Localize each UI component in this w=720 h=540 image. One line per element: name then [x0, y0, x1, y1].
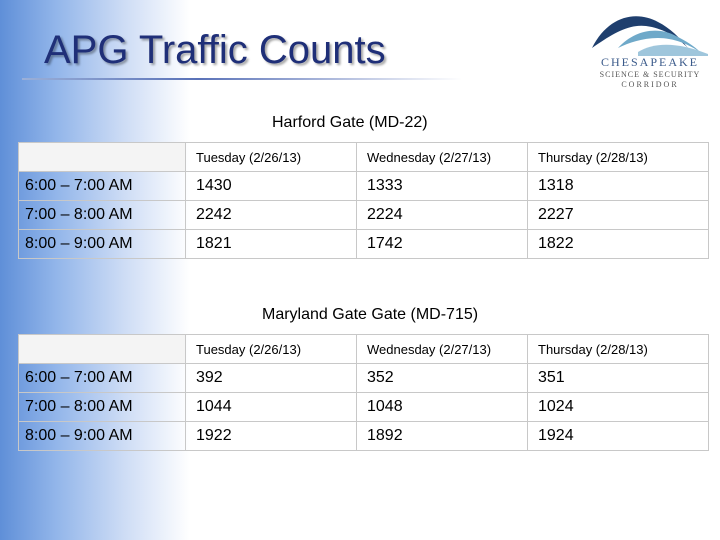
header-cell-thursday: Thursday (2/28/13): [528, 143, 709, 172]
time-cell: 8:00 – 9:00 AM: [19, 422, 186, 451]
count-cell: 2224: [357, 201, 528, 230]
logo-name: CHESAPEAKE: [600, 55, 699, 69]
count-cell: 1892: [357, 422, 528, 451]
count-cell: 1318: [528, 172, 709, 201]
count-cell: 1742: [357, 230, 528, 259]
count-cell: 1048: [357, 393, 528, 422]
table-row: [19, 364, 709, 393]
header-cell-tuesday: Tuesday (2/26/13): [186, 143, 357, 172]
logo-wave-icon: [588, 8, 712, 56]
time-cell: 8:00 – 9:00 AM: [19, 230, 186, 259]
header-cell-thursday: Thursday (2/28/13): [528, 335, 709, 364]
count-cell: 1024: [528, 393, 709, 422]
count-cell: 392: [186, 364, 357, 393]
table-row: [19, 201, 709, 230]
count-cell: 1822: [528, 230, 709, 259]
count-cell: 352: [357, 364, 528, 393]
header-cell-tuesday: Tuesday (2/26/13): [186, 335, 357, 364]
time-cell: 6:00 – 7:00 AM: [19, 364, 186, 393]
logo-subtitle: SCIENCE & SECURITY: [599, 70, 701, 79]
count-cell: 1821: [186, 230, 357, 259]
maryland-gate-table: [18, 334, 709, 451]
table-row: [19, 230, 709, 259]
table-row: [19, 172, 709, 201]
count-cell: 1333: [357, 172, 528, 201]
background-gradient: [0, 0, 190, 540]
header-cell-wednesday: Wednesday (2/27/13): [357, 335, 528, 364]
header-cell-empty: [19, 143, 186, 172]
chesapeake-logo: [588, 8, 712, 90]
slide-title: APG Traffic Counts: [44, 28, 386, 72]
count-cell: 351: [528, 364, 709, 393]
harford-gate-heading: Harford Gate (MD-22): [272, 114, 428, 131]
time-cell: 7:00 – 8:00 AM: [19, 201, 186, 230]
time-cell: 6:00 – 7:00 AM: [19, 172, 186, 201]
count-cell: 1924: [528, 422, 709, 451]
maryland-gate-heading: Maryland Gate Gate (MD-715): [262, 306, 479, 323]
count-cell: 2242: [186, 201, 357, 230]
header-cell-empty: [19, 335, 186, 364]
count-cell: 2227: [528, 201, 709, 230]
count-cell: 1430: [186, 172, 357, 201]
time-cell: 7:00 – 8:00 AM: [19, 393, 186, 422]
logo-subtitle-2: CORRIDOR: [621, 80, 679, 89]
table-header-row: [19, 143, 709, 172]
count-cell: 1922: [186, 422, 357, 451]
table-row: [19, 393, 709, 422]
table-header-row: [19, 335, 709, 364]
harford-gate-table: [18, 142, 709, 259]
count-cell: 1044: [186, 393, 357, 422]
table-row: [19, 422, 709, 451]
header-cell-wednesday: Wednesday (2/27/13): [357, 143, 528, 172]
title-underline: [22, 78, 462, 80]
